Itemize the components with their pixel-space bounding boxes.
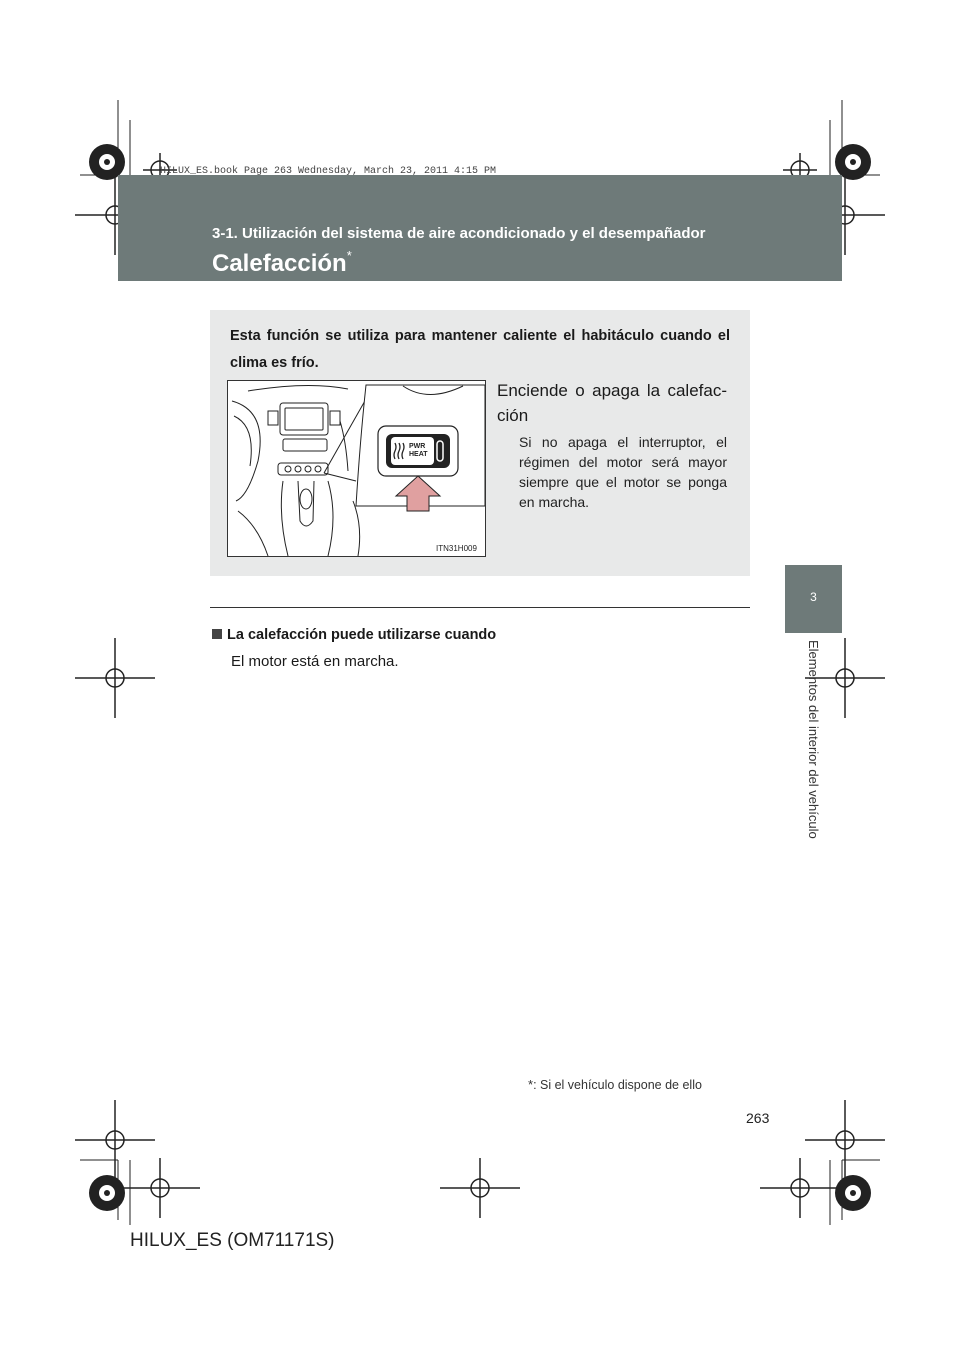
title-asterisk: * [346,248,352,263]
chapter-label-text: Elementos del interior del vehículo [806,640,821,839]
note-heading-text: La calefacción puede utilizarse cuando [227,627,497,643]
chapter-label [802,640,822,870]
page-number: 263 [746,1110,770,1126]
button-label-pwr: PWR [409,443,426,450]
intro-text: Esta función se utiliza para mantener caliente el habitáculo cuando el clima es frío. [230,328,730,371]
note-body: El motor está en marcha. [231,653,399,670]
figure-code: ITN31H009 [436,544,477,553]
footnote-text: : Si el vehículo dispone de ello [533,1078,702,1092]
manual-code: HILUX_ES (OM71171S) [130,1230,335,1251]
dashboard-illustration [227,380,486,557]
step-note: Si no apaga el interruptor, el régimen del motor será mayor siempre que el motor se ponga en marcha. [519,434,727,510]
footnote [528,1077,702,1092]
print-stamp: HILUX_ES.book Page 263 Wednesday, March 23, 2011 4:15 PM [160,166,497,177]
page-title-text: Calefacción [212,250,347,277]
bullet-square-icon [212,629,222,639]
chapter-number: 3 [810,590,817,604]
divider [210,607,750,608]
step-text: Enciende o apaga la calefacción [497,381,727,425]
breadcrumb: 3-1. Utilización del sistema de aire acondicionado y el desempañador [212,225,706,242]
note-heading [212,627,496,643]
footnote-asterisk: * [528,1077,534,1092]
button-label-heat: HEAT [409,451,428,458]
page-title [212,250,352,278]
